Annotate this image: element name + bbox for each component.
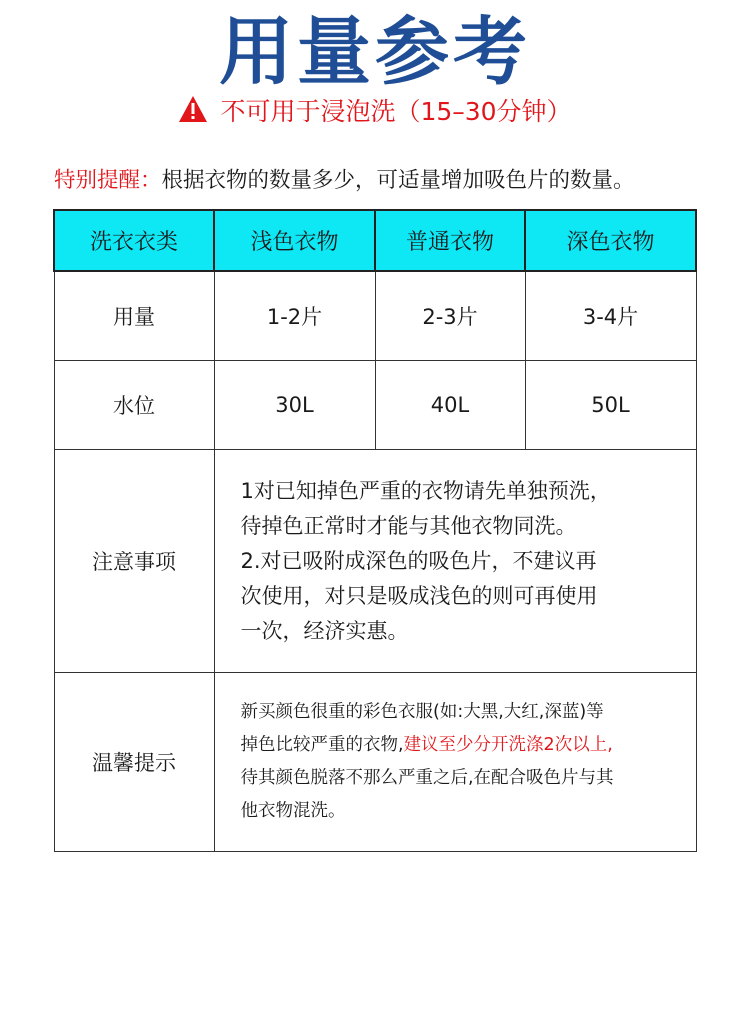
table-row-water [54, 361, 696, 450]
header-light-clothes: 浅色衣物 [214, 210, 375, 271]
water-light: 30L [214, 361, 375, 450]
header-dark-clothes: 深色衣物 [525, 210, 696, 271]
notes-line: 一次，经济实惠。 [240, 618, 409, 643]
water-normal: 40L [375, 361, 525, 450]
reminder-label: 特别提醒： [54, 168, 162, 193]
tips-line: 新买颜色很重的彩色衣服(如:大黑,大红,深蓝)等 [240, 702, 604, 722]
header-category: 洗衣衣类 [54, 210, 214, 271]
reminder-text: 根据衣物的数量多少，可适量增加吸色片的数量。 [161, 168, 635, 193]
table-header-row [54, 210, 696, 271]
tips-line: 待其颜色脱落不那么严重之后,在配合吸色片与其 [240, 768, 614, 788]
tips-line: 他衣物混洗。 [240, 801, 346, 821]
page-title: 用量参考 [219, 9, 531, 95]
special-reminder [54, 164, 635, 198]
table-row-tips [54, 673, 696, 852]
notes-label: 注意事项 [54, 450, 214, 673]
warning-text: 不可用于浸泡洗（15–30分钟） [220, 97, 572, 126]
amount-label: 用量 [54, 271, 214, 361]
amount-dark: 3-4片 [525, 271, 696, 361]
tips-highlight: 建议至少分开洗涤2次以上, [403, 735, 613, 755]
water-dark: 50L [525, 361, 696, 450]
water-label: 水位 [54, 361, 214, 450]
tips-line [241, 729, 696, 762]
amount-normal: 2-3片 [375, 271, 525, 361]
header-normal-clothes: 普通衣物 [375, 210, 525, 271]
notes-line: 次使用，对只是吸成浅色的则可再使用 [240, 583, 598, 608]
warning-triangle-icon [178, 95, 208, 123]
usage-table [53, 209, 697, 852]
notes-text [214, 450, 696, 673]
amount-light: 1-2片 [214, 271, 375, 361]
table-row-notes [54, 450, 696, 673]
tips-line2-prefix: 掉色比较严重的衣物, [240, 735, 404, 755]
notes-line: 2.对已吸附成深色的吸色片，不建议再 [240, 548, 597, 573]
tips-label: 温馨提示 [54, 673, 214, 852]
notes-line: 待掉色正常时才能与其他衣物同洗。 [240, 513, 577, 538]
tips-text [214, 673, 696, 852]
table-row-amount [54, 271, 696, 361]
warning-banner [0, 94, 750, 130]
notes-line: 1对已知掉色严重的衣物请先单独预洗， [240, 478, 611, 503]
